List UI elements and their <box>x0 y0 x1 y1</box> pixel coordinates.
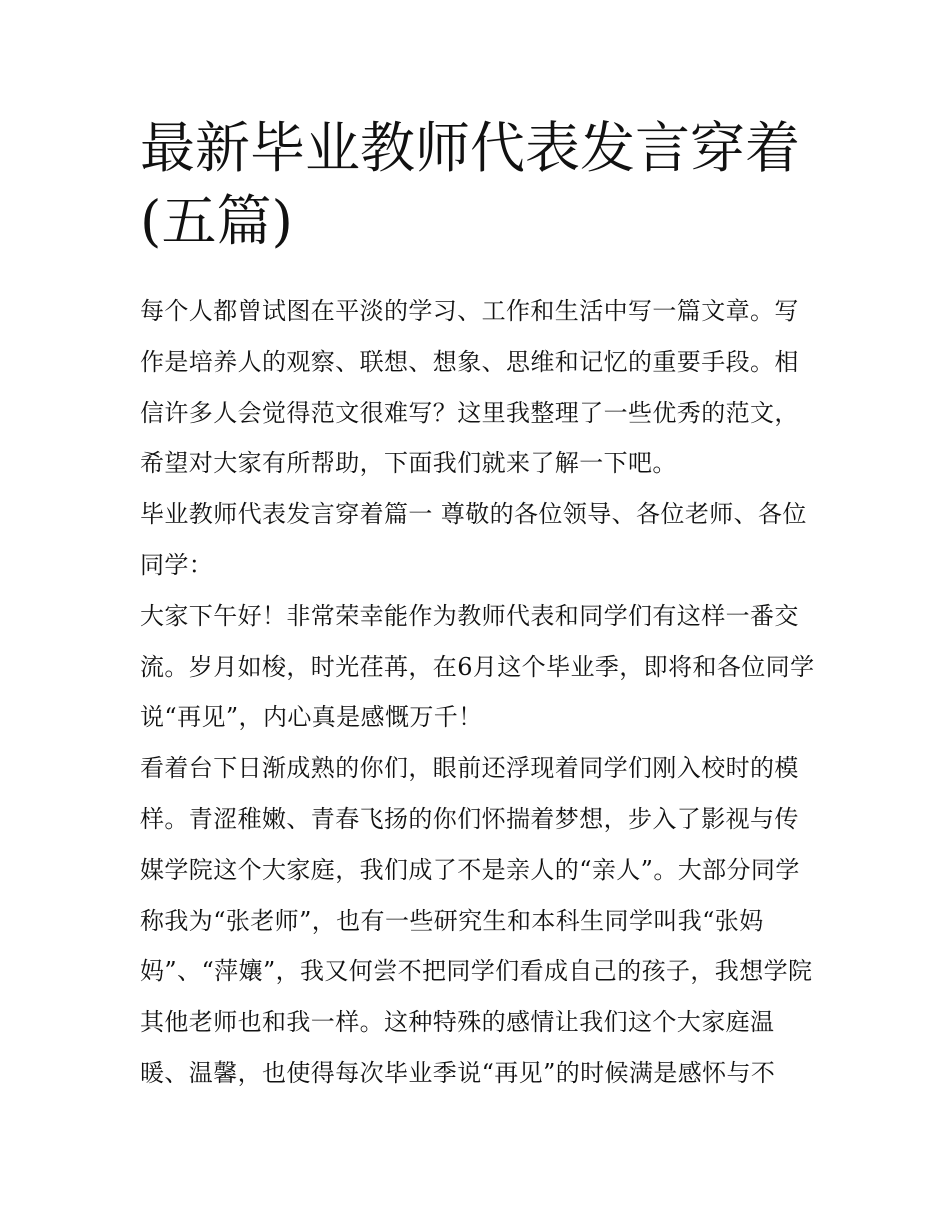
greeting-paragraph: 大家下午好！非常荣幸能作为教师代表和同学们有这样一番交流。岁月如梭，时光荏苒，在6月这个毕业季，即将和各位同学说“再见”，内心真是感慨万千！ <box>140 601 815 732</box>
speech-heading-paragraph: 毕业教师代表发言穿着篇一 尊敬的各位领导、各位老师、各位同学： <box>140 500 807 579</box>
intro-paragraph: 每个人都曾试图在平淡的学习、工作和生活中写一篇文章。写作是培养人的观察、联想、想象、思维和记忆的重要手段。相信许多人会觉得范文很难写？这里我整理了一些优秀的范文，希望对大家有所帮助，下面我们就来了解一下吧。 <box>140 297 799 478</box>
document-title: 最新毕业教师代表发言穿着(五篇) <box>140 116 801 253</box>
body-paragraph: 看着台下日渐成熟的你们，眼前还浮现着同学们刚入校时的模样。青涩稚嫩、青春飞扬的你们怀揣着梦想，步入了影视与传媒学院这个大家庭，我们成了不是亲人的“亲人”。大部分同学称我为“张老师”，也有一些研究生和本科生同学叫我“张妈妈”、“萍孃”，我又何尝不把同学们看成自己的孩子，我想学院其他老师也和我一样。这种特殊的感情让我们这个大家庭温暖、温馨，也使得每次毕业季说“再见”的时候满是感怀与不 <box>140 754 813 1087</box>
document-page <box>140 112 820 1099</box>
